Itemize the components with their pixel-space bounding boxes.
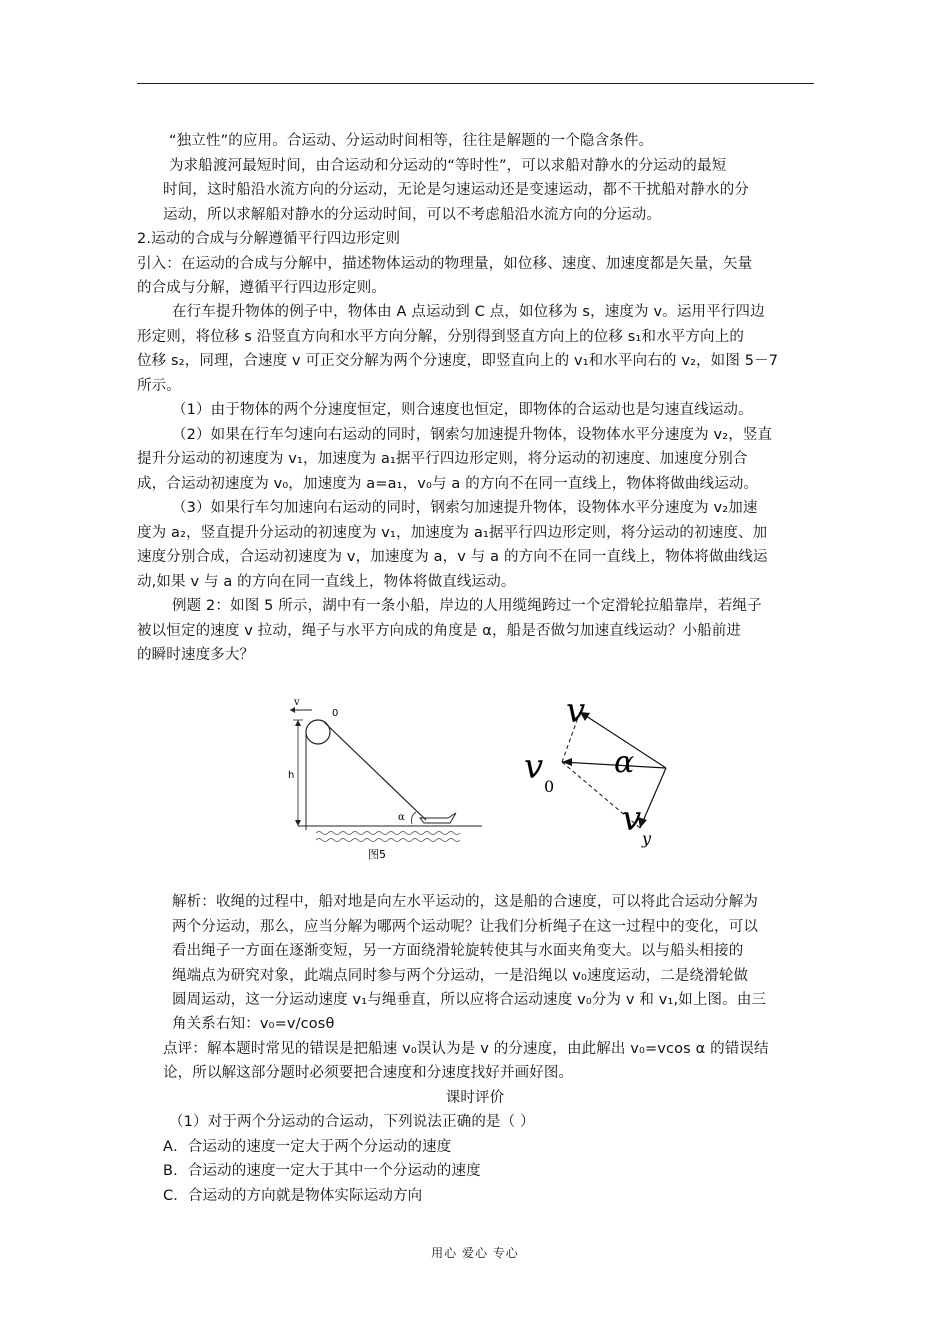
header-rule — [137, 83, 814, 84]
text-line: 绳端点为研究对象，此端点同时参与两个分运动，一是沿绳以 v₀速度运动，二是绕滑轮做 — [172, 968, 749, 984]
text-line: 为求船渡河最短时间，由合运动和分运动的“等时性”，可以求船对静水的分运动的最短 — [169, 158, 727, 174]
text-line: 所示。 — [137, 378, 181, 394]
text-line: 形定则，将位移 s 沿竖直方向和水平方向分解，分别得到竖直方向上的位移 s₁和水平方向上的 — [137, 329, 744, 345]
label-v: v — [294, 697, 300, 708]
label-v0: v — [524, 747, 544, 787]
option-b: B．合运动的速度一定大于其中一个分运动的速度 — [163, 1163, 481, 1179]
text-line: 位移 s₂，同理，合速度 v 可正交分解为两个分速度，即竖直向上的 v₁和水平向右的 v₂，如图 5－7 — [137, 353, 779, 369]
text-line: 速度分别合成，合运动初速度为 v，加速度为 a，v 与 a 的方向不在同一直线上，物体将做曲线运 — [137, 549, 768, 565]
label-vy: v — [622, 799, 642, 839]
text-line: 时间，这时船沿水流方向的分运动，无论是匀速运动还是变速运动，都不干扰船对静水的分 — [163, 182, 749, 198]
text-line: 提升分运动的初速度为 v₁，加速度为 a₁据平行四边形定则，将分运动的初速度、加速度分别合 — [137, 451, 748, 467]
label-alpha: α — [398, 812, 405, 823]
angle-arc — [412, 812, 417, 824]
option-c: C．合运动的方向就是物体实际运动方向 — [163, 1188, 423, 1204]
water-waves — [316, 839, 460, 842]
height-arrow-bottom — [295, 820, 301, 826]
text-line: （2）如果在行车匀速向右运动的同时，钢索匀加速提升物体，设物体水平分速度为 v₂，竖直 — [172, 427, 773, 443]
text-line: 角关系右知：v₀=v/cosθ — [172, 1016, 335, 1032]
text-line: 动,如果 v 与 a 的方向在同一直线上，物体将做直线运动。 — [137, 574, 516, 590]
text-line: 的合成与分解，遵循平行四边形定则。 — [137, 280, 387, 296]
label-v: v — [566, 691, 586, 731]
figure-pulley-boat — [280, 690, 490, 865]
text-line: “独立性”的应用。合运动、分运动时间相等，往往是解题的一个隐含条件。 — [169, 133, 654, 149]
text-line: 的瞬时速度多大？ — [137, 647, 255, 663]
text-line: （1）由于物体的两个分速度恒定，则合速度也恒定，即物体的合运动也是匀速直线运动。 — [172, 402, 753, 418]
text-line: 例题 2：如图 5 所示，湖中有一条小船，岸边的人用缆绳跨过一个定滑轮拉船靠岸，若绳子 — [172, 598, 762, 614]
question-stem: （1）对于两个分运动的合运动，下列说法正确的是（ ） — [169, 1114, 535, 1130]
text-line: 点评：解本题时常见的错误是把船速 v₀误认为是 v 的分速度，由此解出 v₀=vcos α 的错误结 — [163, 1041, 769, 1057]
text-line: 在行车提升物体的例子中，物体由 A 点运动到 C 点，如位移为 s，速度为 v。运用平行四边 — [172, 304, 765, 320]
label-v0-subscript: 0 — [544, 777, 555, 796]
figure-caption: 图5 — [368, 848, 386, 861]
text-line: 度为 a₂，竖直提升分运动的初速度为 v₁，加速度为 a₁据平行四边形定则，将分运动的初速度、加 — [137, 525, 768, 541]
text-line: 圆周运动，这一分运动速度 v₁与绳垂直，所以应将合运动速度 v₀分为 v 和 v₁,如上图。由三 — [172, 992, 767, 1008]
text-line: 引入：在运动的合成与分解中，描述物体运动的物理量，如位移、速度、加速度都是矢量，矢量 — [137, 256, 753, 272]
page-footer: 用心 爱心 专心 — [431, 1246, 519, 1260]
text-line: 被以恒定的速度 v 拉动，绳子与水平方向成的角度是 α，船是否做匀加速直线运动？小船前进 — [137, 623, 742, 639]
section-title: 课时评价 — [445, 1090, 505, 1106]
label-h: h — [288, 770, 295, 781]
text-line: 两个分运动，那么，应当分解为哪两个运动呢？让我们分析绳子在这一过程中的变化，可以 — [172, 919, 758, 935]
text-line: （3）如果行车匀加速向右运动的同时，钢索匀加速提升物体，设物体水平分速度为 v₂加速 — [172, 500, 758, 516]
water-waves — [316, 832, 460, 835]
text-line: 看出绳子一方面在逐渐变短，另一方面绕滑轮旋转使其与水面夹角变大。以与船头相接的 — [172, 943, 744, 959]
figure-velocity-diagram — [518, 690, 678, 850]
text-line: 解析：收绳的过程中，船对地是向左水平运动的，这是船的合速度，可以将此合运动分解为 — [172, 894, 758, 910]
text-line: 运动，所以求解船对静水的分运动时间，可以不考虑船沿水流方向的分运动。 — [163, 207, 662, 223]
section-heading: 2.运动的合成与分解遵循平行四边形定则 — [137, 231, 401, 247]
boat — [420, 813, 456, 823]
option-a: A．合运动的速度一定大于两个分运动的速度 — [163, 1139, 452, 1155]
height-arrow-top — [295, 720, 301, 726]
label-vy-subscript: y — [642, 829, 652, 848]
label-alpha: α — [614, 745, 635, 780]
label-o: 0 — [332, 708, 339, 719]
rope — [324, 722, 426, 820]
text-line: 成，合运动初速度为 v₀，加速度为 a=a₁，v₀与 a 的方向不在同一直线上，物体将做曲线运动。 — [137, 476, 759, 492]
text-line: 论，所以解这部分题时必须要把合速度和分速度找好并画好图。 — [163, 1065, 574, 1081]
